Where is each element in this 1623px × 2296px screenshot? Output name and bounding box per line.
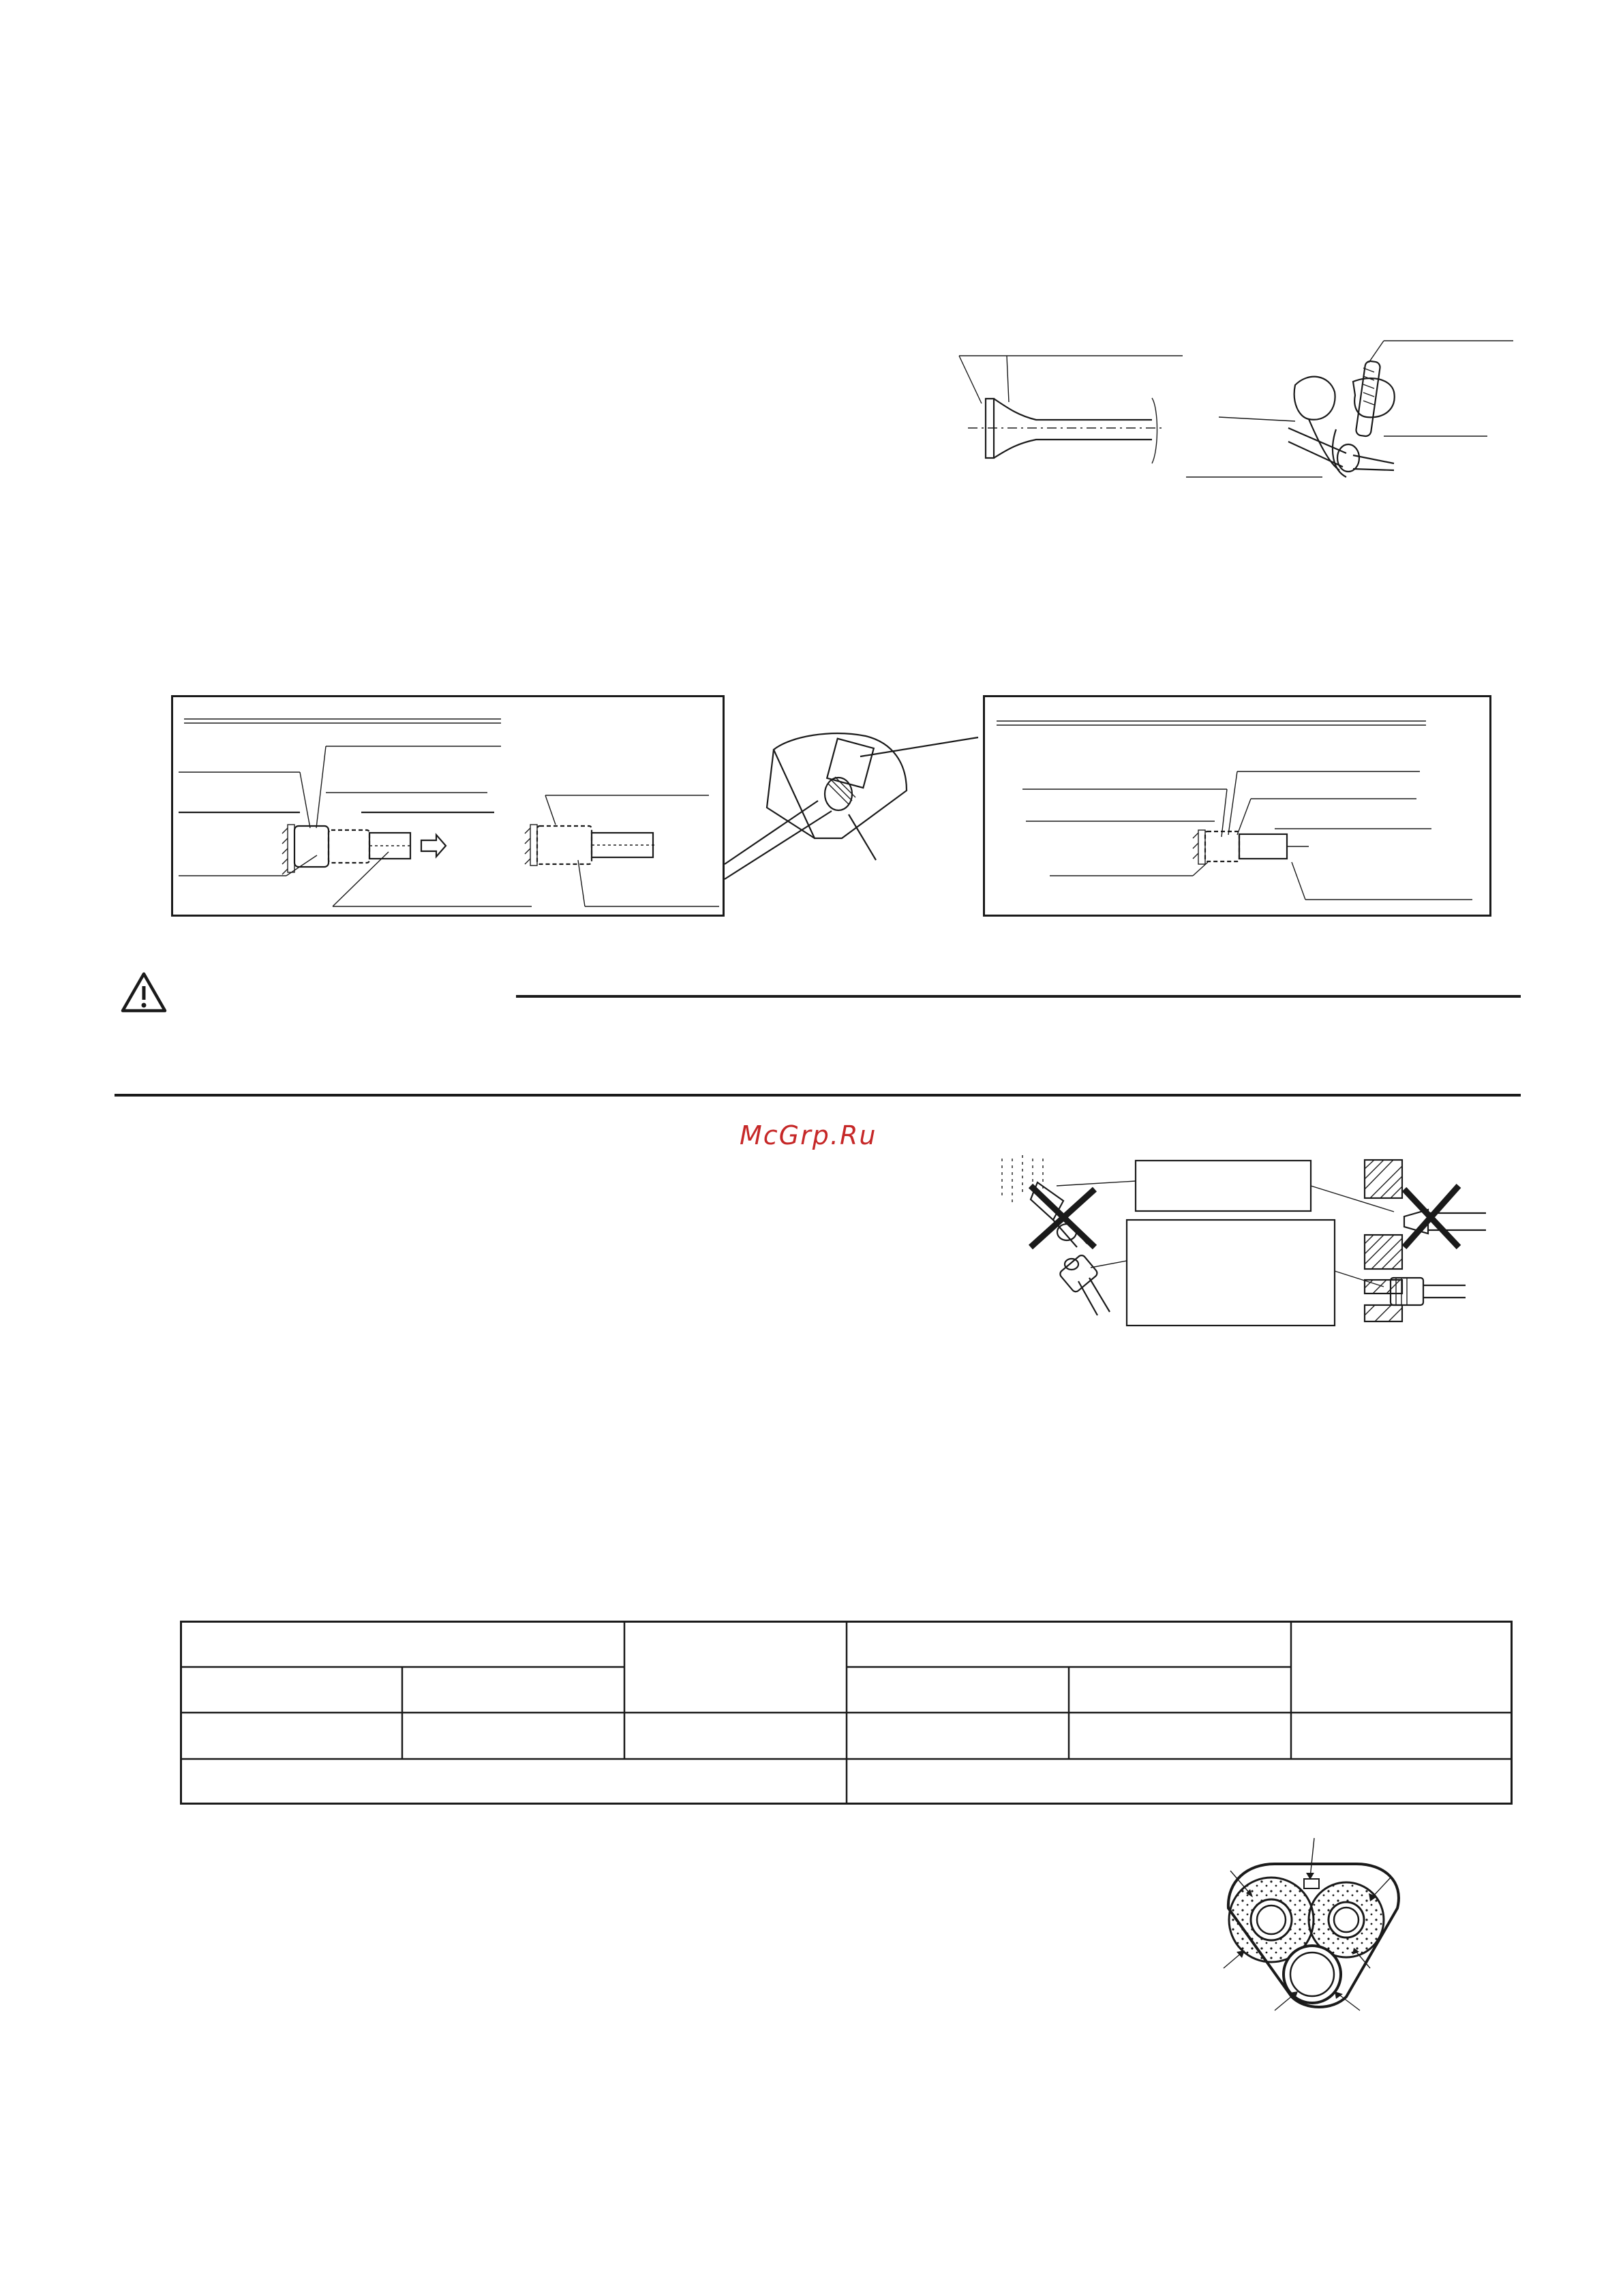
watermark-text: McGrp.Ru [740,1120,877,1150]
